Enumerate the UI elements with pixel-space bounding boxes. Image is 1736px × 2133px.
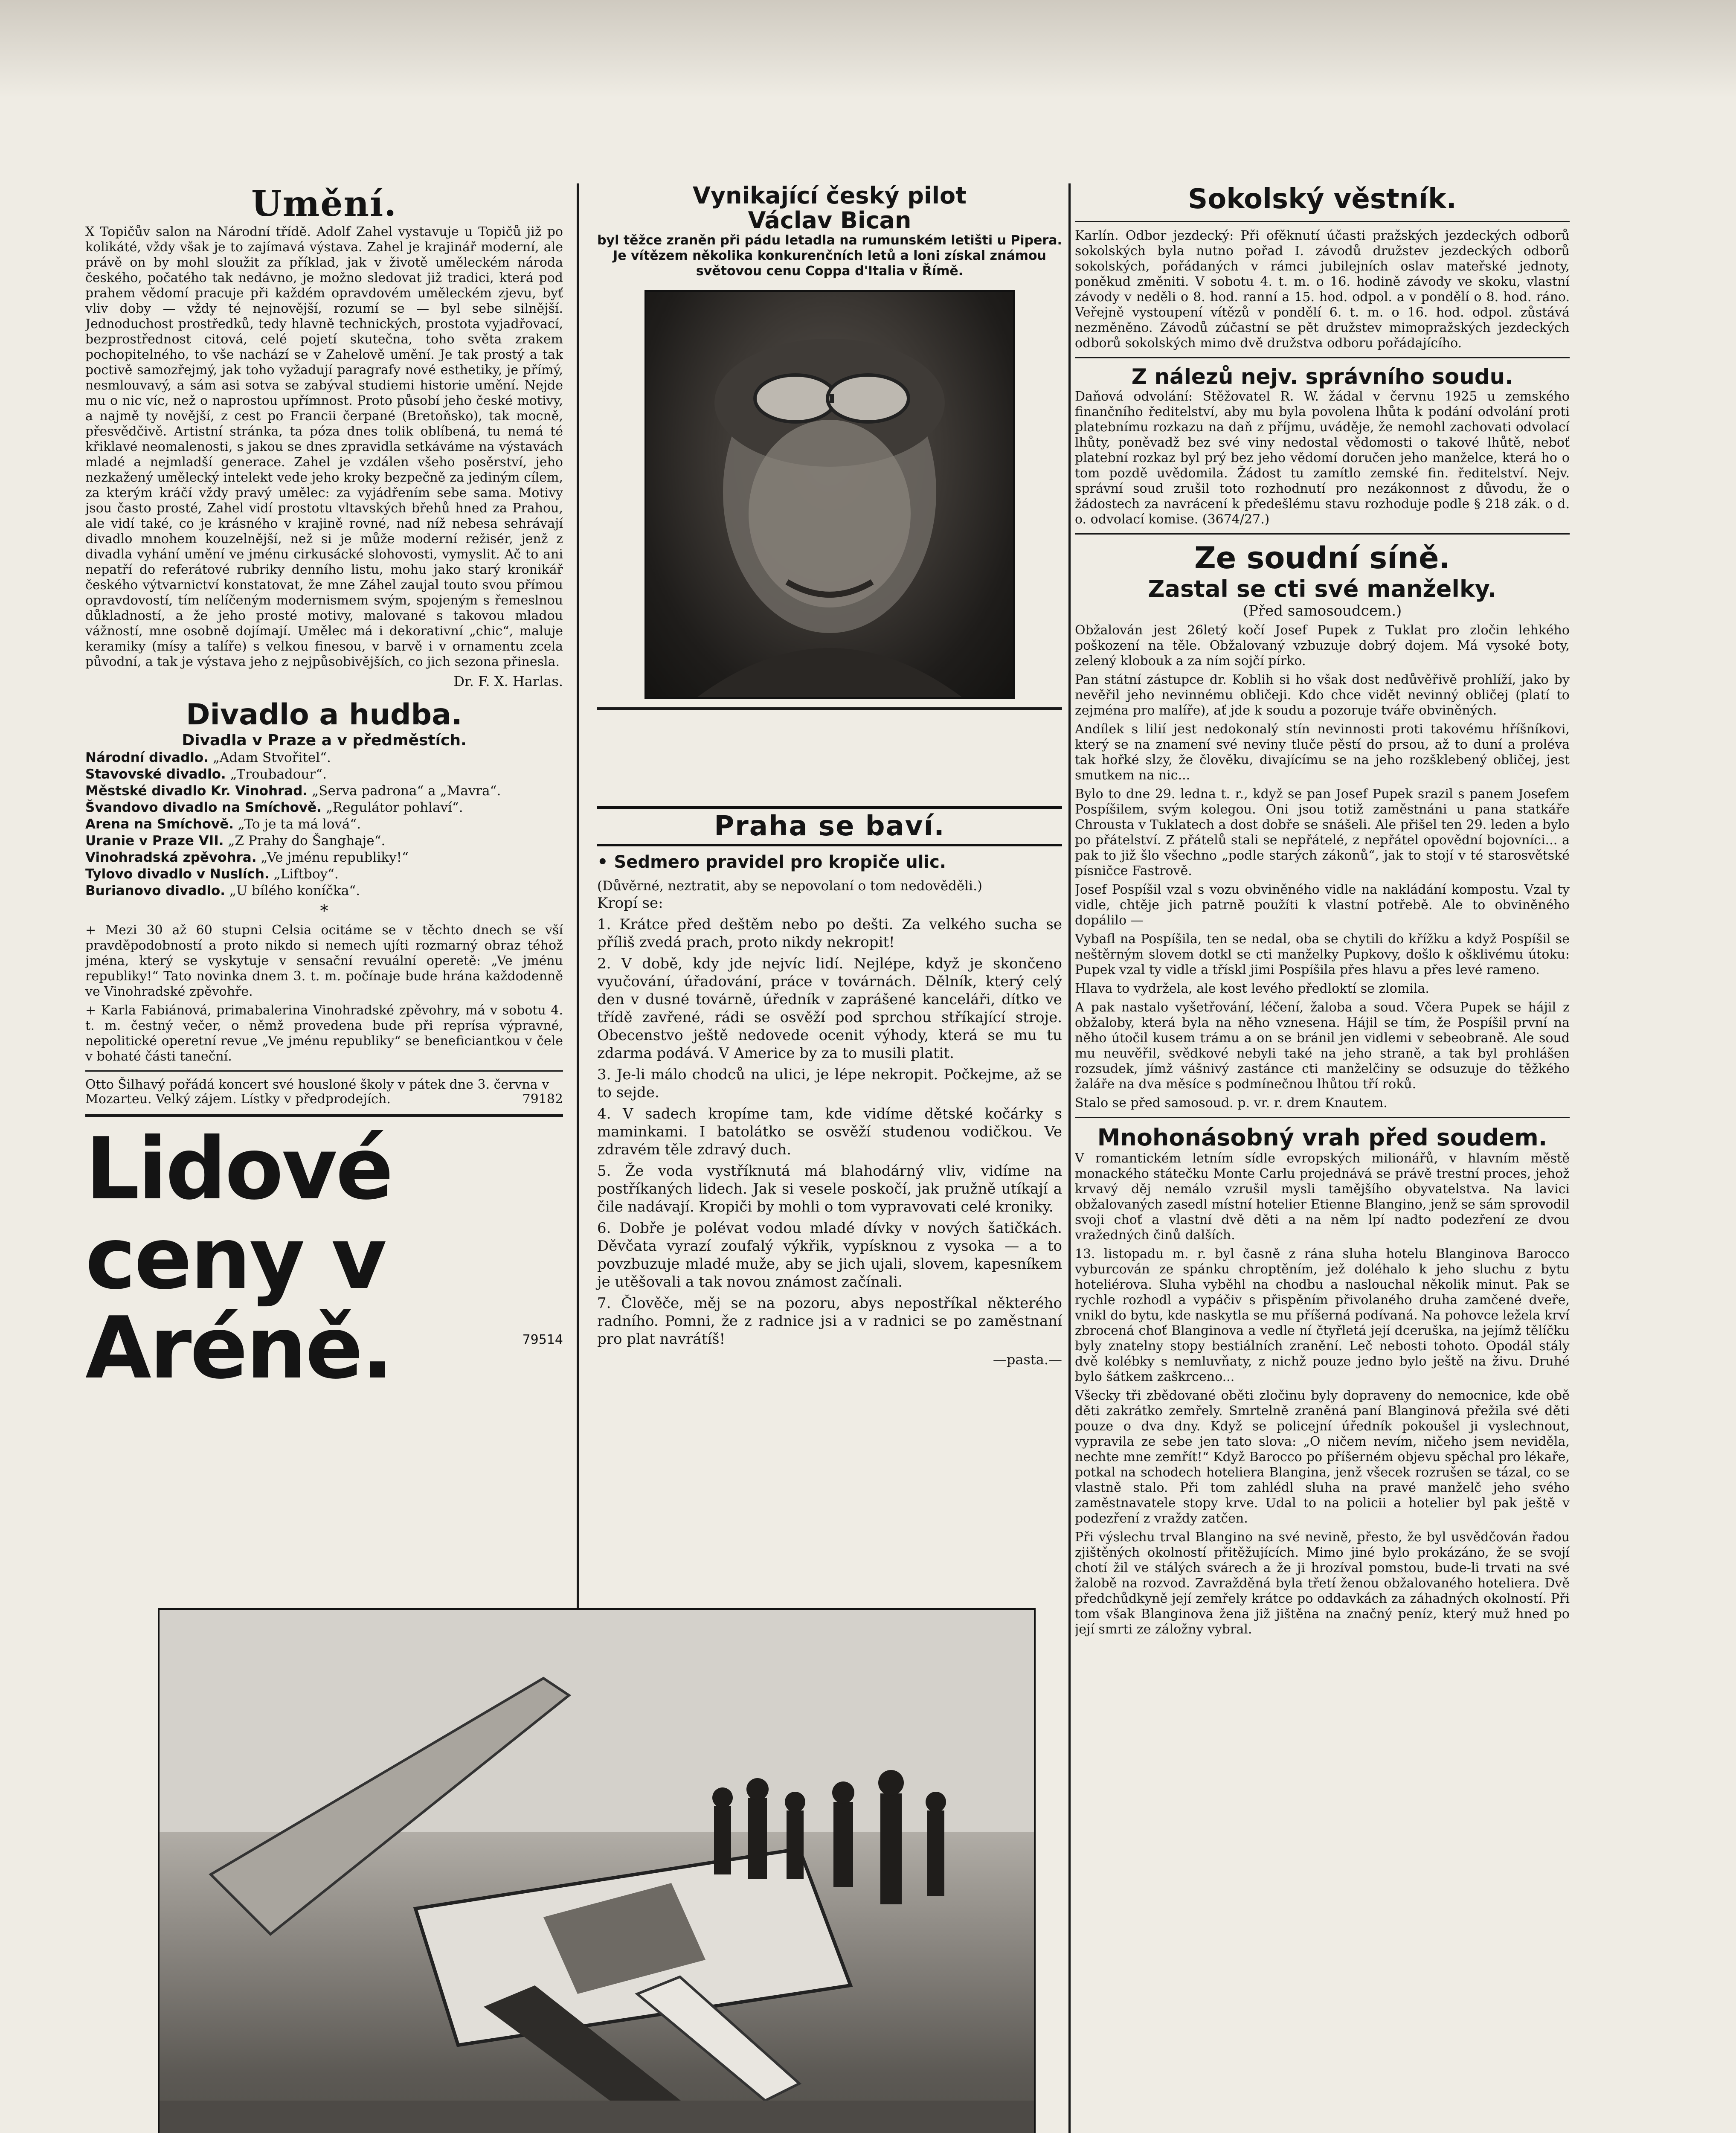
rules-list: Kropí se: 1. Krátce před deštěm nebo po dešti. Za velkého sucha se příliš zvedá prach, proto nikdy nekropit! 2. V době, kdy jde nejvíc lidí. Nejlépe, když je skončeno vyučování, úřadování, práce v továrnách. Dělník, který celý den v dusné továrně, úředník v zaprášené kanceláři, dítko ve třídě zavřené, rádi se osvěží pod sprchou stříkající stroje. Obecenstvo ještě nedovede ocenit výhody, která se mu tu zdarma podává. V Americe by za to musili platit. 3. Je-li málo chodců na ulici, je lépe nekropit. Počkejme, až se to sejde. 4. V sadech kropíme tam, kde vidíme dětské kočárky s maminkami. I batolátko se osvěží studenou vodičkou. Ve zdravém těle zdravý duch. 5. Že voda vystříknutá má blahodárný vliv, vidíme na postříkaných lidech. Jak si vesele poskočí, jak pružně utíkají a čile nadávají. Kropiči by mohli o tom vypravovati celé kroniky. 6. Dobře je polévat vodou mladé dívky v nových šatičkách. Děvčata vyrazí zoufalý výkřik, vypísknou z vysoka — a to povzbuzuje mladé muže, aby se jich ujali, slovem, kapesníkem je utěšovali a tak novou známost začínali. 7. Člověče, měj se na pozoru, abys nepostříkal některého radního. Pomni, že z radnice jsi a v radnici se po zaměstnaní pro plat navrátíš! —pasta.— xyxy=(597,895,1062,1368)
listing-row: Národní divadlo. „Adam Stvořitel“. xyxy=(85,750,331,765)
listing-row: Burianovo divadlo. „U bílého koníčka“. xyxy=(85,883,360,898)
praha-se-bavi-section xyxy=(597,806,1062,1368)
concert-notice: Otto Šilhavý pořádá koncert své housloné školy v pátek dne 3. června v Mozarteu. Velký zájem. Lístky v předprodejích. 79182 xyxy=(85,1077,563,1107)
section-heading-praha: Praha se baví. xyxy=(597,806,1062,846)
rule xyxy=(597,707,1062,710)
rules-heading: • Sedmero pravidel pro kropiče ulic. xyxy=(597,852,946,872)
listing-row: Tylovo divadlo v Nuslích. „Liftboy“. xyxy=(85,866,339,882)
section-heading-umeni: Umění. xyxy=(251,183,397,224)
rules-intro: (Důvěrné, neztratit, aby se nepovolaní o tom nedověděli.) xyxy=(597,878,983,894)
notice-number: 79182 xyxy=(522,1092,563,1107)
section-heading-nalezy: Z nálezů nejv. správního soudu. xyxy=(1131,364,1513,389)
listing-row: Uranie v Praze VII. „Z Prahy do Šanghaje“. xyxy=(85,833,386,849)
article-signature: —pasta.— xyxy=(993,1351,1062,1368)
rule xyxy=(1075,533,1570,535)
theatre-listings xyxy=(85,750,563,899)
rule xyxy=(1075,357,1570,358)
sokol-text: Karlín. Odbor jezdecký: Při ofěknutí účasti pražských jezdeckých odborů sokolských byla nutno pořad I. závodů družstev jezdeckých odborů sokolských, pořádaných v rámci jubilejních oslav mateřské jednoty, poněkud změniti. V sobotu 4. t. m. o 16. hodině závody ve skoku, vlastní závody v neděli o 8. hod. ranní a 15. hod. odpol. a v pondělí o 8. hod. ráno. Veřejně vystoupení vítězů v pondělí 6. t. m. o 16. hod. odpol. zůstává nezměněno. Závodů zúčastní se pět družstev mimopražských jezdeckých odborů sokolských mimo dvě družstva odboru pořádajícího. xyxy=(1075,228,1570,351)
arena-advertisement: Lidové ceny v Aréně. 79514 xyxy=(85,1119,563,1398)
pilot-portrait-image xyxy=(646,292,1013,697)
section-heading-soud: Ze soudní síně. xyxy=(1194,541,1451,575)
court-article: Obžalován jest 26letý kočí Josef Pupek z Tuklat pro zločin lehkého poškození na těle. Obžalovaný vzbuzuje dobrý dojem. Má vysoké boty, zelený klobouk a za ním sojčí pírko. Pan státní zástupce dr. Koblih si ho však dost nedůvěřivě prohlíží, jako by nevěřil jeho nevinnému obličeji. Kdo chce vidět nevinný obličej (platí to zejména pro malíře), ať jde k soudu a pozoruje tváře obviněných. Andílek s lilií jest nedokonalý stín nevinnosti proti takovému hříšníkovi, který se na znamení své neviny tluče pěstí do prsou, až to duní a proléva tak hořké slzy, že člověku, divajícímu se na jeho rozšklebený obličej, jest smutkem na nic... Bylo to dne 29. ledna t. r., když se pan Josef Pupek srazil s panem Josefem Pospíšilem, svým kolegou. Oni jsou totiž zaměstnáni u pana statkáře Chrousta v Tuklatech a dost dobře se snášeli. Ale přišel ten 29. leden a bylo po přátelství. Z přátelů stali se nepřátelé, z nepřátel opovědní bojovníci... a pak to již šlo všechno „podle starých zákonů“, jak to stojí v té starosvětské písničce Fastrově. Josef Pospíšil vzal s vozu obviněného vidle na nakládání kompostu. Vzal ty vidle, chtěje jich patrně použíti k vlastní potřebě. Ale to obviněného dopálilo — Vybafl na Pospíšila, ten se nedal, oba se chytili do křížku a když Pospíšil se neštěrným slovem dotkl se cti manželky Pupkovy, došlo k ošklivému útoku: Pupek vzal ty vidle a třískl jimi Pospíšila přes hlavu a přes levé rameno. Hlava to vydržela, ale kost levého předloktí se zlomila. A pak nastalo vyšetřování, léčení, žaloba a soud. Včera Pupek se hájil z obžaloby, která byla na něho vznesena. Hájil se tím, že Pospíšil první na něho útočil kusem trámu a on se bránil jen vidlemi v sebeobraně. Ale soud mu neuvěřil, svědkové nebyli také na jeho straně, a tak byl prohlášen rozsudek, jímž vášnivý zastánce cti manželčiny se odsuzuje do těžkého žaláře na dva měsíce s podmínečnou lhůtou tří roků. Stalo se před samosoud. p. vr. r. drem Knautem. xyxy=(1075,623,1570,1110)
section-heading-divadlo: Divadlo a hudba. xyxy=(186,698,462,732)
pilot-portrait-photo xyxy=(644,290,1015,699)
right-column xyxy=(1075,183,1570,2133)
plane-crash-image xyxy=(160,1610,1034,2133)
rule xyxy=(85,1114,563,1117)
plane-crash-photo xyxy=(158,1608,1036,2133)
rule-item: 2. V době, kdy jde nejvíc lidí. Nejlépe, když je skončeno vyučování, úřadování, práce v továrnách. Dělník, který celý den v dusné továrně, úředník v zaprášené kanceláři, dítko ve třídě zavřené, rádi se osvěží pod sprchou stříkající stroje. Obecenstvo ještě nedovede ocenit výhody, která se mu tu zdarma podává. V Americe by za to musili platit. xyxy=(597,955,1062,1062)
section-heading-vrah: Mnohonásobný vrah před soudem. xyxy=(1097,1124,1547,1151)
theatre-subheading: Divadla v Praze a v předměstích. xyxy=(182,732,467,749)
divider-star: * xyxy=(320,901,328,920)
nalezy-text: Daňová odvolání: Stěžovatel R. W. žádal v červnu 1925 u zemského finančního ředitelství, aby mu byla povolena lhůta k podání odvolání proti platebnímu rozkazu na daň z příjmu, uváděje, že nemohl zachovati odvolací lhůty, poněvadž bez své viny nedostal vědomosti o takové lhůtě, neboť platební rozkaz byl prý bez jeho vědomí doručen jeho manželce, která ho o tom pozdě uvědomila. Žádost tu zamítlo zemské fin. ředitelství. Nejv. správní soud zrušil toto rozhodnutí pro nezákonnost z důvodu, že o žádostech za navrácení k předešlému stavu rozhoduje podle § 218 zák. o d. o. odvolací komise. (3674/27.) xyxy=(1075,389,1570,527)
theatre-note: + Karla Fabiánová, primabalerina Vinohradské zpěvohry, má v sobotu 4. t. m. čestný večer, o němž provedena bude při reprísa výpravné, nepolitické operetní revue „Ve jménu republiky“ se beneficiantkou v čele v bohaté části taneční. xyxy=(85,1003,563,1064)
court-subheading: Zastal se cti své manželky. xyxy=(1148,575,1497,602)
rule-item: 3. Je-li málo chodců na ulici, je lépe nekropit. Počkejme, až se to sejde. xyxy=(597,1066,1062,1101)
pilot-subheadline: byl těžce zraněn při pádu letadla na rumunském letišti u Pipera. Je vítězem několika konkurenčních letů a loni získal známou světovou cenu Coppa d'Italia v Římě. xyxy=(597,233,1062,279)
column-divider xyxy=(577,183,579,1634)
theatre-notes xyxy=(85,923,563,1064)
rule xyxy=(85,1070,563,1072)
listing-row: Stavovské divadlo. „Troubadour“. xyxy=(85,767,327,782)
listing-row: Arena na Smíchově. „To je ta má lová“. xyxy=(85,817,361,832)
rule xyxy=(1075,221,1570,222)
rule-item: 5. Že voda vystříknutá má blahodárný vliv, vidíme na postříkaných lidech. Jak si vesele poskočí, jak pružně utíkají a čile nadávají. Kropiči by mohli o tom vypravovati celé kroniky. xyxy=(597,1162,1062,1215)
column-divider xyxy=(1068,183,1071,2133)
pilot-headline: Vynikající český pilot Václav Bican xyxy=(693,183,967,234)
umeni-article xyxy=(85,224,563,689)
rule-item: 7. Člověče, měj se na pozoru, abys nepostříkal některého radního. Pomni, že z radnice jsi a v radnici se po zaměstnaní pro plat navrátíš! xyxy=(597,1295,1062,1348)
rule xyxy=(1075,1117,1570,1118)
listing-row: Městské divadlo Kr. Vinohrad. „Serva padrona“ a „Mavra“. xyxy=(85,783,501,799)
murder-article: V romantickém letním sídle evropských milionářů, v hlavním městě monackého státečku Monte Carlu projednává se právě trestní proces, jehož krvavý děj nemálo vzrušil mysli tamějšího obyvatelstva. Na lavici obžalovaných zasedl místní hotelier Etienne Blangino, jenž se sám sprovodil svoji choť a vlastní dvě děti a na něm lpí nadto podezření ze dvou vražedných činů dalších. 13. listopadu m. r. byl časně z rána sluha hotelu Blanginova Barocco vyburcován ze spánku chroptěním, jež doléhalo k jeho sluchu z bytu hoteliérova. Sluha vyběhl na chodbu a naslouchal několik minut. Pak se rychle rozhodl a vypáčiv s přispěním přivolaného druha zamčené dveře, vnikl do bytu, kde naskytla se mu příšerná podívaná. Na pohovce ležela krví zbrocená choť Blanginova a vedle ní čtyřletá její dceruška, na jejímž tělíčku byly znatelny stopy bestiálních zranění. Leč nebosti tohoto. Opodál stály dvě kolébky s nemluvňaty, z nichž pouze jedno bylo ještě na živu. Druhé bylo šátkem zaškrceno... Všecky tři zbědované oběti zločinu byly dopraveny do nemocnice, kde obě děti zakrátko zemřely. Smrtelně zraněná paní Blanginová přežila své děti pouze o dva dny. Když se policejní úředník pokoušel ji vyslechnout, vypravila ze sebe jen tato slova: „O ničem nevím, ničeho jsem neviděla, nechte mne zemřít!“ Když Barocco po příšerném objevu spěchal pro lékaře, potkal na schodech hoteliera Blangina, jenž všecek rozrušen se tázal, co se vlastně stalo. Při tom zahlédl sluha na pravé manželč jeho svého zaměstnavatele stopy krve. Udal to na policii a hotelier byl pak ještě v podezření z vraždy zatčen. Při výslechu trval Blangino na své nevině, přesto, že byl usvědčován řadou zjištěných okolností přitěžujících. Mimo jiné bylo prokázáno, že se svojí chotí žil ve stálých svárech a že ji hrozíval pomstou, bude-li trvati na své žalobě na rozvod. Zavražděná byla třetí ženou obžalovaného hoteliera. Dvě předchůdkyně její zemřely krátce po oddavkách za záhadných okolností. Při tom však Blanginova žena již jištěna na značný peníz, který muž hned po její smrti ze záložny vybral. xyxy=(1075,1151,1570,1637)
listing-row: Švandovo divadlo na Smíchově. „Regulátor pohlaví“. xyxy=(85,800,463,815)
rule-item: 6. Dobře je polévat vodou mladé dívky v nových šatičkách. Děvčata vyrazí zoufalý výkřik, vypísknou z vysoka — a to povzbuzuje mladé muže, aby se jich ujali, slovem, kapesníkem je utěšovali a tak novou známost začínali. xyxy=(597,1220,1062,1290)
ad-number: 79514 xyxy=(522,1332,563,1347)
court-subheading-2: (Před samosoudcem.) xyxy=(1242,602,1402,619)
rule-item: 4. V sadech kropíme tam, kde vidíme dětské kočárky s maminkami. I batolátko se osvěží studenou vodičkou. Ve zdravém těle zdravý duch. xyxy=(597,1105,1062,1158)
listing-row: Vinohradská zpěvohra. „Ve jménu republiky!“ xyxy=(85,850,409,865)
article-paragraph: X Topičův salon na Národní třídě. Adolf Zahel vystavuje u Topičů již po kolikáté, vždy však je to zajímavá výstava. Zahel je krajinář moderní, ale právě on by mohl sloužit za příklad, jak v životě uměleckém národa českého, počatého tak nedávno, je možno sledovat již tradici, která pod prahem vědomí pracuje při každém opravdovém uměleckém zjevu, byť vliv doby — vždy té nejnovější, rozumí se — byl sebe silnější. Jednoduchost prostředků, tedy hlavně technických, prostota vyjadřovací, bezprostřednost citová, celé pojetí skutečna, toho světa zrakem pochopitelného, to vše nachází se v Zahelově umění. Je tak prostý a tak poctivě samozřejmý, jak toho vyžadují paragrafy nové esthetiky, je přímý, nesmlouvavý, a sám asi sotva se zabýval studiemi historie umění. Nejde mu o nic víc, než o naprostou upřímnost. Proto působí jeho české motivy, a najmě ty novější, z cest po Francii čerpané (Bretoňsko), tak mocně, přesvědčivě. Artistní stránka, ta póza dnes tolik oblíbená, tu nemá té křiklavé neomalenosti, s jakou se dnes zpravidla setkáváme na výstavách mladé a nejmladší generace. Zahel je vzdálen všeho posěrství, jeho nezkažený umělecký intelekt vede jeho kroky bezpečně za jediným cílem, za kterým kráčí vždy pravý umělec: za vyjádřením sebe sama. Motivy jsou často prosté, Zahel vidí prostotu vltavských břehů hned za Prahou, ale vidí také, co je krásného v krajině rovné, nad níž nebesa sehrávají divadlo mnohem kouzelnější, než si je může moderní režisér, jenž z divadla vyhání umění ve jménu cirkusácké slohovosti, vymyslit. Ač to ani nepatří do referátové rubriky denního listu, mohu jako starý kronikář českého výtvarnictví konstatovat, že mne Záhel zaujal touto svou přímou opravdovostí, tím nelíčeným modernismem svým, spojeným s řemeslnou důkladností, a že jeho prosté motivy, malované s takovou mladou vážností, mne osobně dojímají. Umělec má i dekorativní „chic“, maluje keramiky (mísy a talíře) s velkou finesou, v barvě i v ornamentu zcela původní, a tak je výstava jeho z nejpůsobivějších, co jich sezona přinesla. xyxy=(85,224,563,669)
theatre-note: + Mezi 30 až 60 stupni Celsia ocitáme se v těchto dnech se vší pravděpodobností a proto nikdo si nemech ujíti rozmarný obraz téhož jména, který se vyskytuje v sensační revuální operetě: „Ve jménu republiky!“ Tato novinka dnem 3. t. m. počínaje bude hrána každodenně ve Vinohradské zpěvohře. xyxy=(85,923,563,999)
page-top-edge xyxy=(0,0,1736,98)
rule-item: 1. Krátce před deštěm nebo po dešti. Za velkého sucha se příliš zvedá prach, proto nikdy nekropit! xyxy=(597,916,1062,951)
section-heading-sokol: Sokolský věstník. xyxy=(1188,183,1457,215)
article-author: Dr. F. X. Harlas. xyxy=(453,673,563,689)
